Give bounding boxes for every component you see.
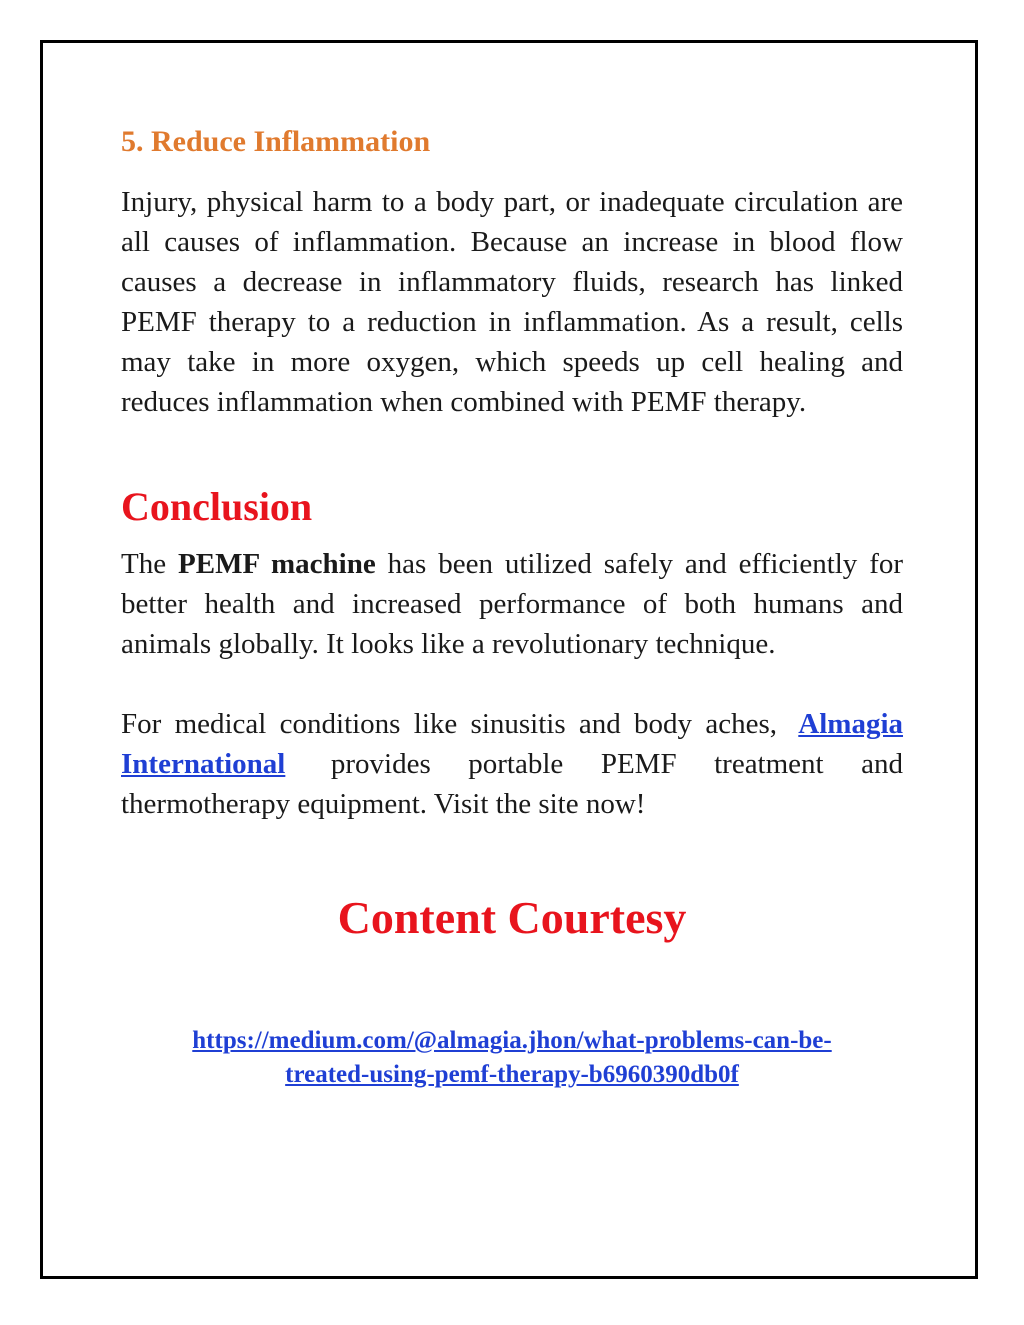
content-courtesy-heading: Content Courtesy <box>337 892 687 943</box>
conclusion-text-end: has been utilized safely and efficiently for better health and increased performance of both humans and animals globally. It looks like a revolutionary technique. <box>121 548 904 660</box>
source-url-line-1: https://medium.com/@almagia.jhon/what-problems-can-be- <box>192 1027 832 1054</box>
conclusion-text-start: The <box>121 548 167 580</box>
almagia-text-start: For medical conditions like sinusitis and body aches, <box>121 708 777 740</box>
conclusion-paragraph <box>121 544 903 664</box>
inflammation-paragraph: Injury, physical harm to a body part, or inadequate circulation are all causes of inflammation. Because an increase in blood flow causes a decrease in inflammatory fluids, research has linked PEMF therapy to a reduction in inflammation. As a result, cells may take in more oxygen, which speeds up cell healing and reduces inflammation when combined with PEMF therapy. <box>121 186 903 418</box>
source-link-block <box>121 1024 903 1092</box>
almagia-text-end: provides portable PEMF treatment and thermotherapy equipment. Visit the site now! <box>121 748 904 820</box>
pemf-machine-term: PEMF machine <box>178 548 376 580</box>
almagia-international-link[interactable]: Almagia International <box>121 708 904 780</box>
conclusion-heading: Conclusion <box>121 484 313 529</box>
almagia-paragraph <box>121 704 903 824</box>
source-url-link[interactable] <box>192 1027 831 1088</box>
section-heading: 5. Reduce Inflammation <box>121 125 431 158</box>
document-content <box>121 122 903 1092</box>
source-url-line-2: treated-using-pemf-therapy-b6960390db0f <box>285 1061 739 1088</box>
